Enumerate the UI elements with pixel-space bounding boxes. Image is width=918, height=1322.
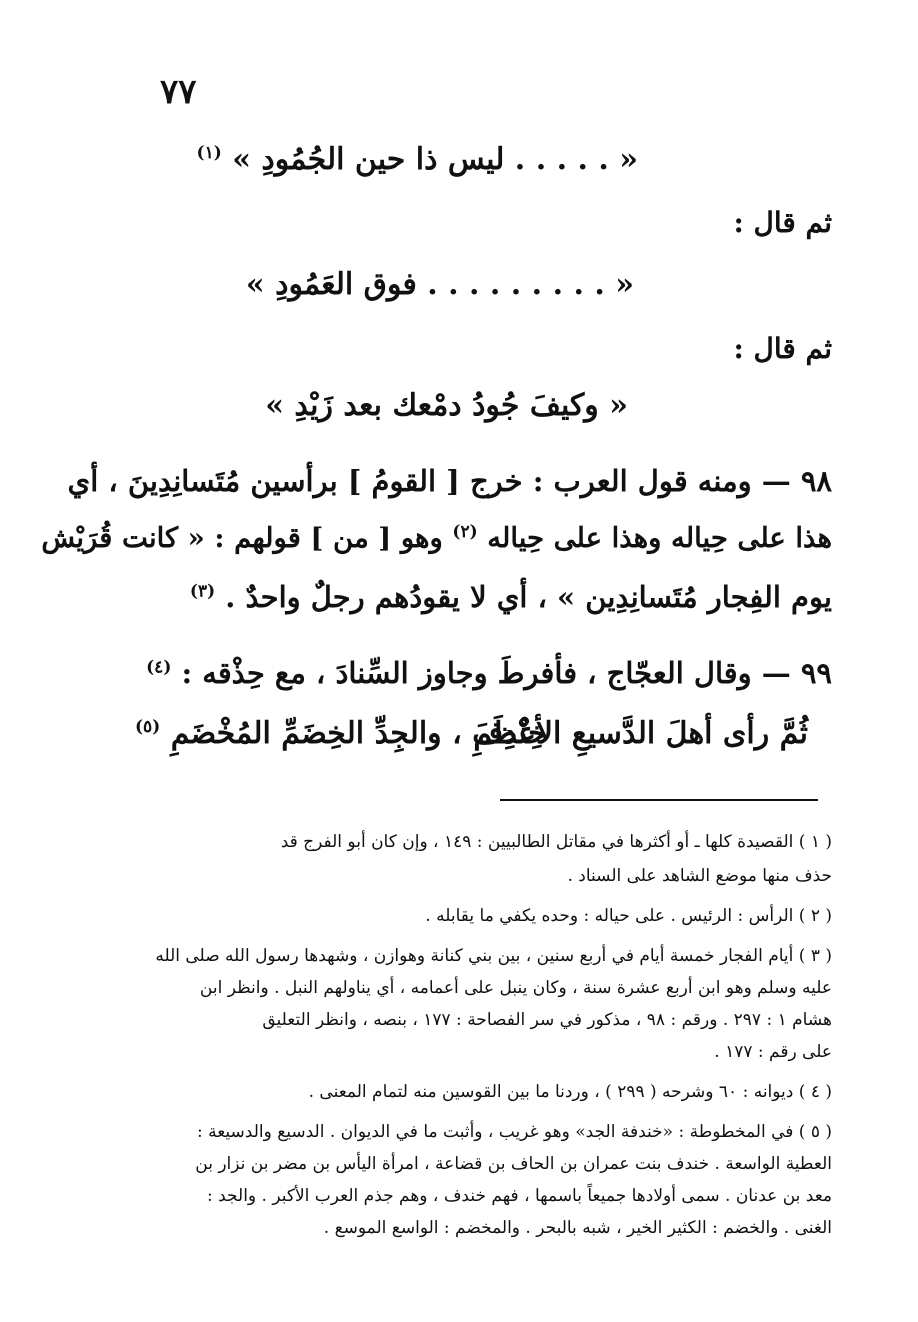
verse-line-3: « وكيفَ جُودُ دمْعك بعد زَيْدِ » [265,388,628,423]
footnote-5-line-1: ( ٥ ) في المخطوطة : «خندفة الجد» وهو غريب ، وأثبت ما في الديوان . الدسيع والدسيعة : [196,1122,832,1142]
para-98-line-1: ٩٨ — ومنه قول العرب : خرج [ القومُ ] برأسين مُتَسانِدِينَ ، أي [67,464,832,498]
para-98-line-3 [190,580,832,614]
para-99-line-1-text: ٩٩ — وقال العجّاج ، فأفرطَ وجاوز السِّنادَ ، مع حِذْقه : [181,656,832,690]
verse-line-1 [197,142,638,177]
para-98-line-3-text: يوم الفِجار مُتَسانِدِين » ، أي لا يقودُهم رجلٌ واحدٌ . [225,580,832,614]
footnote-separator [500,799,818,801]
verse-text: « . . . . . لیس ذا حین الجُمُودِ » [232,142,638,177]
verse-intro-2: ثم قال : [733,332,832,365]
footnote-3-line-4: على رقم : ١٧٧ . [714,1042,832,1062]
footnote-ref-1: (١) [196,143,222,163]
footnote-2-line-1: ( ٢ ) الرأس : الرئيس . على حياله : وحده يكفي ما يقابله . [425,906,832,926]
footnote-ref-5: (٥) [135,717,161,737]
para-98-line-2 [41,522,832,554]
footnote-1-line-1: ( ١ ) القصيدة كلها ـ أو أكثرها في مقاتل الطالبيين : ١٤٩ ، وإن كان أبو الفرج قد [280,832,832,852]
para-98-line-2a: هذا على حِياله وهذا على حِياله [487,522,832,555]
para-98-line-2b: وهو [ من ] قولهم : « كانت قُرَيْش [41,522,443,555]
footnote-1-line-2: حذف منها موضع الشاهد على السناد . [567,866,832,886]
hemistich-left [135,716,547,751]
page-number: ٧٧ [160,72,197,112]
footnote-ref-4: (٤) [146,657,172,678]
para-99-line-1 [146,656,832,690]
footnote-ref-3: (٣) [189,581,216,602]
hemistich-right: ثُمَّ رأى أهلَ الدَّسيعِ الأعْظَمِ [473,716,808,751]
footnote-5-line-4: الغنى . والخضم : الكثير الخير ، شبه بالبحر . والمخضم : الواسع الموسع . [323,1218,832,1238]
hemistich-left-text: خِنْدِفَ ، والجِدِّ الخِضَمِّ المُخْضَمِ [170,716,547,751]
footnote-5-line-2: العطية الواسعة . خندف بنت عمران بن الحاف بن قضاعة ، امرأة اليأس بن مضر بن نزار بن [195,1154,832,1174]
footnote-3-line-3: هشام ١ : ٢٩٧ . ورقم : ٩٨ ، مذكور في سر الفصاحة : ١٧٧ ، بنصه ، وانظر التعليق [262,1010,832,1030]
verse-intro-1: ثم قال : [733,206,832,239]
footnote-ref-2: (٢) [452,522,478,542]
footnote-5-line-3: معد بن عدنان . سمى أولادها جميعاً باسمها ، فهم خندف ، وهم جذم العرب الأكبر . والجد : [207,1186,832,1206]
footnote-4-line-1: ( ٤ ) ديوانه : ٦٠ وشرحه ( ٢٩٩ ) ، وردنا ما بين القوسين منه لتمام المعنى . [308,1082,832,1102]
footnote-3-line-1: ( ٣ ) أيام الفجار خمسة أيام في أربع سنين ، بين بني كنانة وهوازن ، وشهدها رسول الله صلى الله [155,946,832,966]
verse-line-2: « . . . . . . . . . فوق العَمُودِ » [245,267,634,302]
footnote-3-line-2: عليه وسلم وهو ابن أربع عشرة سنة ، وكان ينبل على أعمامه ، أي يناولهم النبل . وانظر ابن [199,978,832,998]
